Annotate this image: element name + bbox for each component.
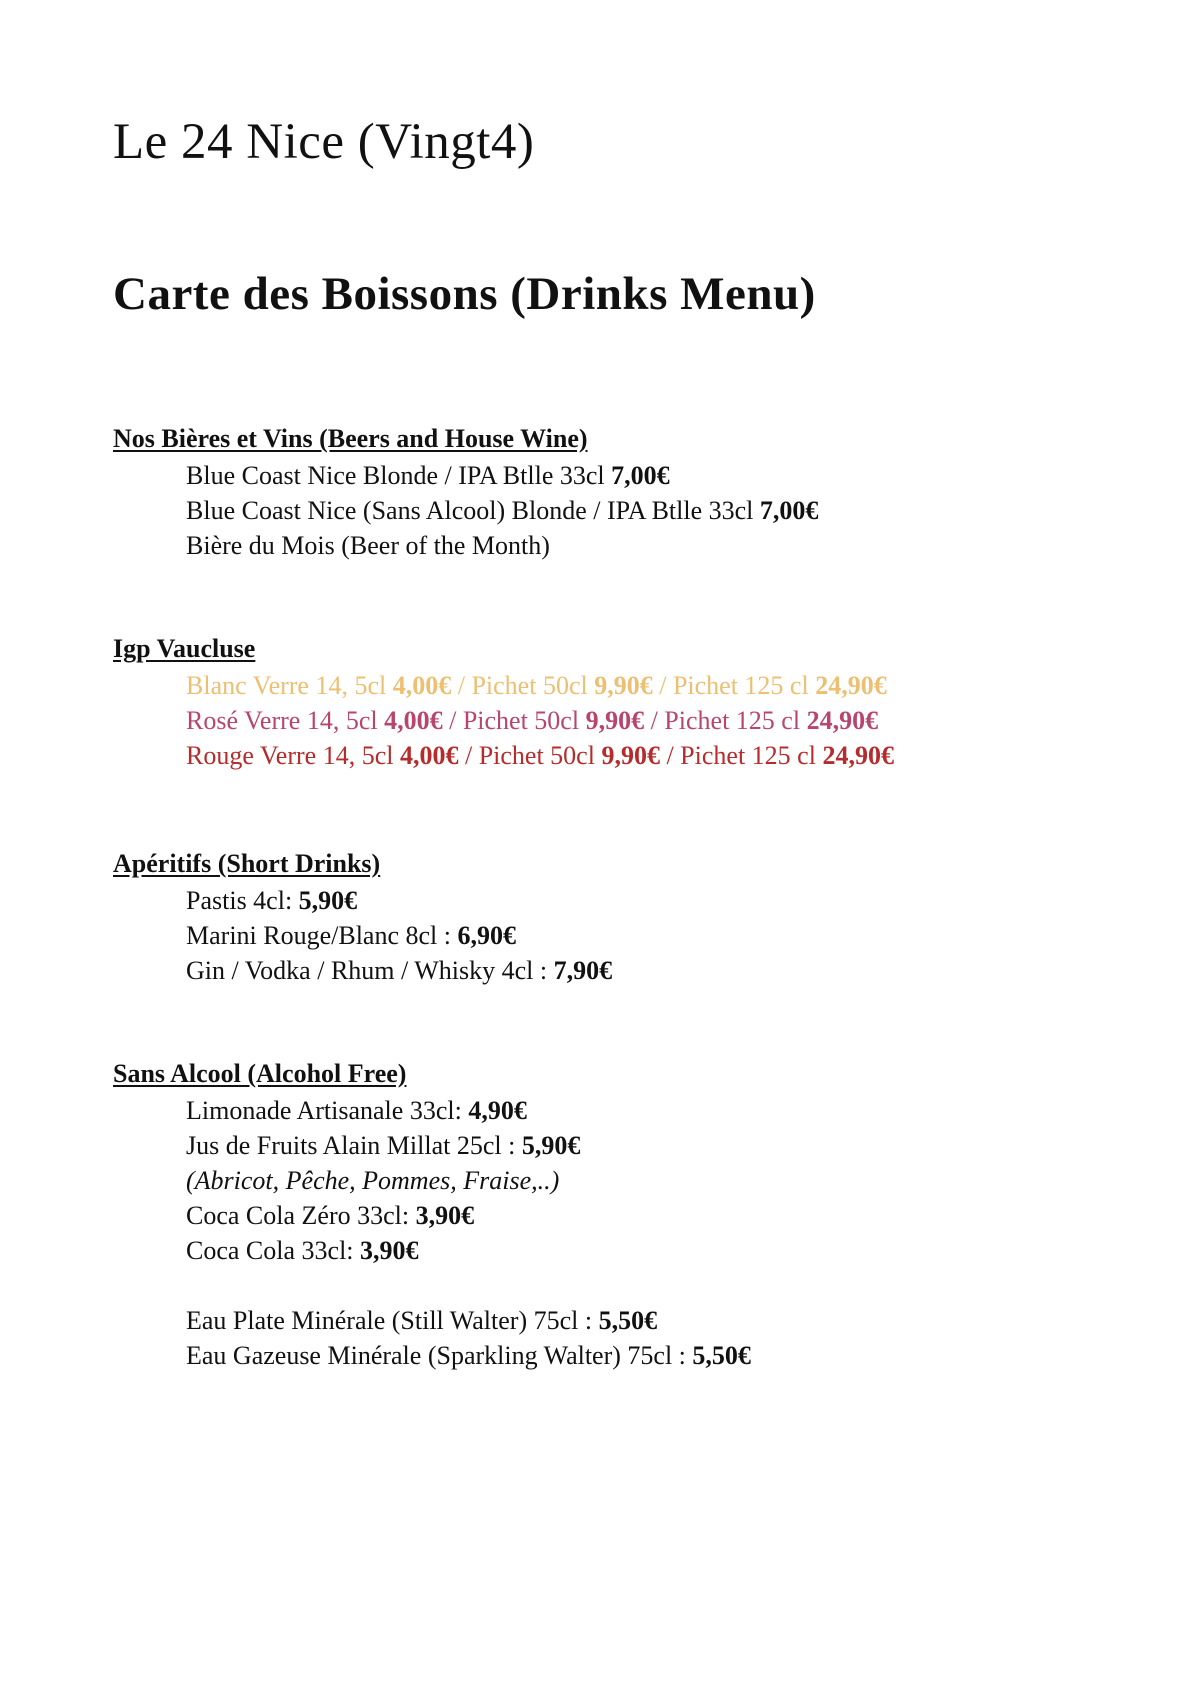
item-price: 5,90€	[298, 886, 358, 915]
item-name: Blue Coast Nice (Sans Alcool) Blonde / IPA Btlle 33cl	[186, 496, 760, 525]
menu-item	[113, 1338, 751, 1373]
item-name: Jus de Fruits Alain Millat 25cl :	[186, 1131, 522, 1160]
item-price: 4,00€	[384, 706, 443, 735]
menu-item	[113, 528, 818, 563]
item-name: Gin / Vodka / Rhum / Whisky 4cl :	[186, 956, 554, 985]
item-name: Pastis 4cl:	[186, 886, 299, 915]
wine-separator: / Pichet 50cl	[442, 706, 586, 735]
item-name: Blue Coast Nice Blonde / IPA Btlle 33cl	[186, 461, 612, 490]
item-price: 9,90€	[594, 671, 653, 700]
section-aperitifs	[113, 847, 612, 988]
menu-item	[113, 1128, 751, 1163]
item-price: 24,90€	[822, 741, 894, 770]
wine-line-blanc	[113, 668, 894, 703]
item-price: 5,50€	[598, 1306, 658, 1335]
item-price: 9,90€	[585, 706, 645, 735]
item-name: Eau Gazeuse Minérale (Sparkling Walter) 75cl :	[186, 1341, 693, 1370]
section-heading: Igp Vaucluse	[113, 634, 256, 663]
section-heading: Apéritifs (Short Drinks)	[113, 849, 381, 878]
item-price: 5,50€	[692, 1341, 751, 1370]
wine-line-rouge	[113, 738, 894, 773]
item-price: 4,90€	[468, 1096, 527, 1125]
menu-item	[113, 1233, 751, 1268]
section-heading: Nos Bières et Vins (Beers and House Wine)	[113, 424, 588, 453]
menu-item	[113, 1198, 751, 1233]
menu-item	[113, 918, 612, 953]
item-price: 24,90€	[815, 671, 887, 700]
menu-item	[113, 1093, 751, 1128]
item-price: 3,90€	[415, 1201, 475, 1230]
wine-separator: / Pichet 50cl	[451, 671, 595, 700]
spacer	[113, 1268, 751, 1303]
wine-separator: / Pichet 125 cl	[659, 741, 823, 770]
menu-item	[113, 883, 612, 918]
section-igp-vaucluse	[113, 632, 894, 773]
item-price: 7,00€	[611, 461, 670, 490]
wine-line-rose	[113, 703, 894, 738]
item-price: 3,90€	[360, 1236, 419, 1265]
section-heading: Sans Alcool (Alcohol Free)	[113, 1059, 407, 1088]
menu-item	[113, 953, 612, 988]
item-name: Marini Rouge/Blanc 8cl :	[186, 921, 458, 950]
menu-item	[113, 493, 818, 528]
item-price: 4,00€	[392, 671, 452, 700]
item-price: 9,90€	[601, 741, 660, 770]
item-price: 7,00€	[759, 496, 819, 525]
item-price: 7,90€	[553, 956, 613, 985]
wine-label: Rouge Verre 14, 5cl	[186, 741, 400, 770]
section-beers-wine	[113, 422, 818, 563]
item-name: Bière du Mois (Beer of the Month)	[186, 531, 550, 560]
item-name: Limonade Artisanale 33cl:	[186, 1096, 469, 1125]
item-name: Coca Cola Zéro 33cl:	[186, 1201, 416, 1230]
item-price: 4,00€	[399, 741, 459, 770]
wine-separator: / Pichet 125 cl	[652, 671, 816, 700]
restaurant-title: Le 24 Nice (Vingt4)	[113, 114, 535, 170]
wine-label: Blanc Verre 14, 5cl	[186, 671, 393, 700]
item-name: Coca Cola 33cl:	[186, 1236, 361, 1265]
item-name: Eau Plate Minérale (Still Walter) 75cl :	[186, 1306, 599, 1335]
menu-title: Carte des Boissons (Drinks Menu)	[113, 268, 816, 320]
item-price: 24,90€	[806, 706, 879, 735]
section-alcohol-free	[113, 1057, 751, 1373]
menu-item	[113, 458, 818, 493]
item-price: 6,90€	[457, 921, 517, 950]
wine-separator: / Pichet 125 cl	[644, 706, 807, 735]
wine-label: Rosé Verre 14, 5cl	[186, 706, 385, 735]
wine-separator: / Pichet 50cl	[458, 741, 602, 770]
juice-flavours-note: (Abricot, Pêche, Pommes, Fraise,..)	[186, 1166, 560, 1195]
item-price: 5,90€	[521, 1131, 581, 1160]
menu-item	[113, 1303, 751, 1338]
